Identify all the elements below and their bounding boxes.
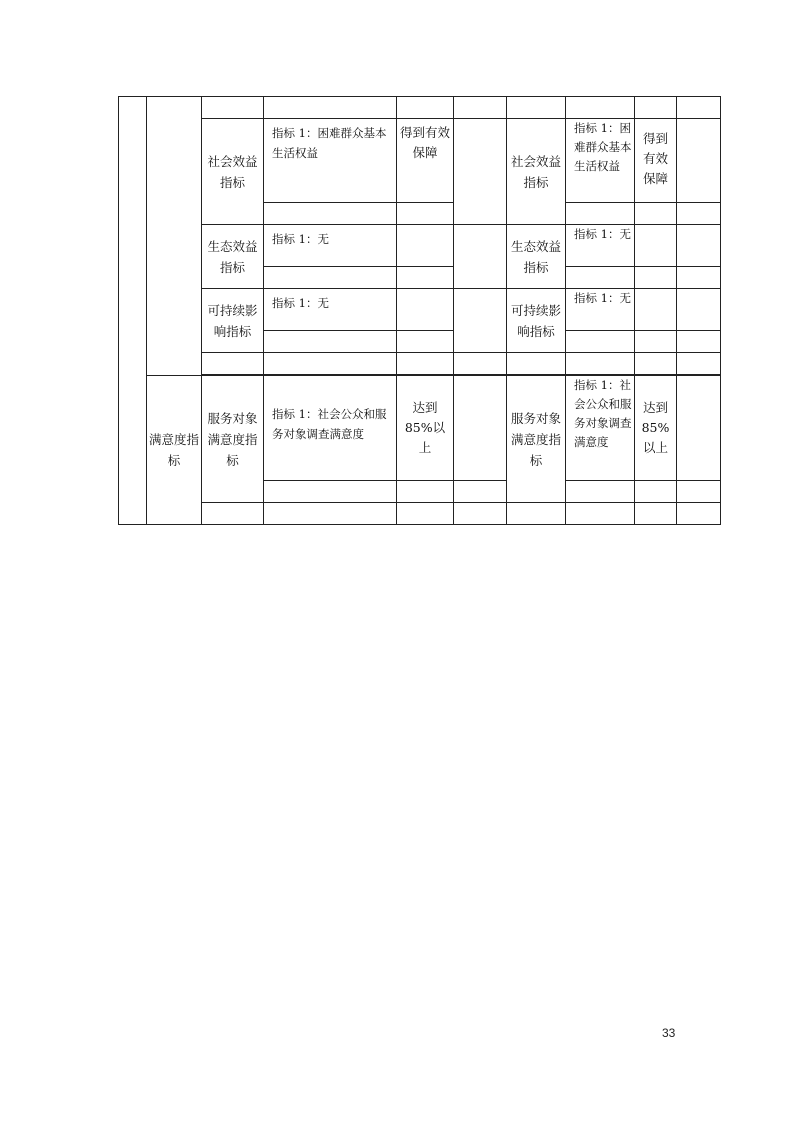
empty-cell (677, 97, 721, 119)
category-cell-service-b: 服务对象满意度指标 (507, 376, 566, 503)
page-number: 33 (662, 1026, 676, 1040)
category-cell-service: 服务对象满意度指标 (202, 376, 264, 503)
level0-cell (119, 97, 147, 525)
indicator-cell-ecology-b: 指标 1：无 (566, 225, 635, 267)
category-cell-sustain: 可持续影响指标 (202, 289, 264, 353)
empty-cell (635, 97, 677, 119)
table-row (119, 225, 721, 267)
table-row (119, 353, 721, 375)
empty-cell (264, 331, 397, 353)
empty-cell (635, 267, 677, 289)
empty-cell (566, 267, 635, 289)
category-cell-ecology: 生态效益指标 (202, 225, 264, 289)
empty-cell (566, 353, 635, 375)
empty-cell (397, 203, 454, 225)
empty-cell (566, 503, 635, 525)
empty-cell (454, 481, 507, 503)
empty-cell (635, 203, 677, 225)
empty-cell (507, 97, 566, 119)
table-row (119, 376, 721, 481)
empty-cell (454, 353, 507, 375)
empty-cell (264, 203, 397, 225)
empty-cell (635, 353, 677, 375)
empty-cell (454, 119, 507, 225)
empty-cell (677, 119, 721, 203)
empty-cell (264, 481, 397, 503)
empty-cell (397, 225, 454, 267)
category-cell-sustain-b: 可持续影响指标 (507, 289, 566, 353)
level1-cell-benefit (147, 97, 202, 376)
empty-cell (202, 97, 264, 119)
value-cell-social-b: 得到有效保障 (635, 119, 677, 203)
category-cell-social: 社会效益指标 (202, 119, 264, 225)
table-row (119, 289, 721, 331)
empty-cell (202, 503, 264, 525)
empty-cell (397, 503, 454, 525)
empty-cell (677, 376, 721, 481)
empty-cell (397, 267, 454, 289)
empty-cell (454, 97, 507, 119)
table-row (119, 503, 721, 525)
empty-cell (566, 97, 635, 119)
table-row (119, 119, 721, 203)
indicator-cell-sustain-b: 指标 1：无 (566, 289, 635, 331)
empty-cell (677, 289, 721, 331)
empty-cell (635, 225, 677, 267)
value-cell-service-a: 达到85%以上 (397, 376, 454, 481)
indicator-cell-social-a: 指标 1：困难群众基本生活权益 (264, 119, 397, 203)
value-cell-social-a: 得到有效保障 (397, 119, 454, 203)
empty-cell (677, 481, 721, 503)
empty-cell (635, 503, 677, 525)
empty-cell (677, 203, 721, 225)
empty-cell (566, 481, 635, 503)
empty-cell (677, 331, 721, 353)
empty-cell (264, 353, 397, 375)
empty-cell (635, 481, 677, 503)
empty-cell (566, 203, 635, 225)
empty-cell (454, 376, 507, 481)
indicator-cell-ecology-a: 指标 1：无 (264, 225, 397, 267)
empty-cell (677, 225, 721, 267)
empty-cell (397, 331, 454, 353)
empty-cell (264, 97, 397, 119)
table-row (119, 97, 721, 119)
empty-cell (507, 503, 566, 525)
empty-cell (454, 503, 507, 525)
performance-indicator-table (118, 96, 721, 525)
indicator-cell-social-b: 指标 1：困难群众基本生活权益 (566, 119, 635, 203)
empty-cell (264, 503, 397, 525)
empty-cell (677, 267, 721, 289)
indicator-cell-sustain-a: 指标 1：无 (264, 289, 397, 331)
empty-cell (635, 331, 677, 353)
empty-cell (397, 97, 454, 119)
empty-cell (507, 353, 566, 375)
empty-cell (454, 225, 507, 289)
level1-cell-satisfaction: 满意度指标 (147, 376, 202, 525)
value-cell-service-b: 达到85%以上 (635, 376, 677, 481)
indicator-cell-service-a: 指标 1：社会公众和服务对象调查满意度 (264, 376, 397, 481)
empty-cell (397, 289, 454, 331)
empty-cell (566, 331, 635, 353)
empty-cell (397, 353, 454, 375)
empty-cell (677, 503, 721, 525)
empty-cell (677, 353, 721, 375)
empty-cell (397, 481, 454, 503)
empty-cell (264, 267, 397, 289)
empty-cell (635, 289, 677, 331)
category-cell-ecology-b: 生态效益指标 (507, 225, 566, 289)
indicator-cell-service-b: 指标 1：社会公众和服务对象调查满意度 (566, 376, 635, 481)
category-cell-social-b: 社会效益指标 (507, 119, 566, 225)
empty-cell (202, 353, 264, 375)
empty-cell (454, 289, 507, 353)
